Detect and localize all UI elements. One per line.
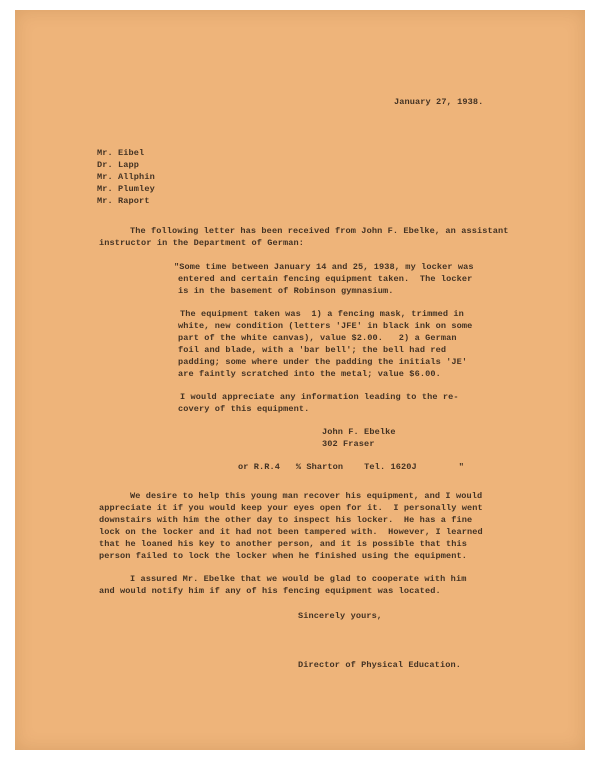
body-p1-line-5: that he loaned his key to another person, and it is possible that this (99, 539, 467, 549)
body-p1-line-2: appreciate it if you would keep your eyes open for it. I personally went (99, 503, 483, 513)
body-p1-line-6: person failed to lock the locker when he finished using the equipment. (99, 551, 467, 561)
intro-line-1: The following letter has been received from John F. Ebelke, an assistant (130, 226, 509, 236)
body-p1-line-1: We desire to help this young man recover his equipment, and I would (130, 491, 483, 501)
quote-p2-line-5: padding; some where under the padding the initials 'JE' (178, 357, 468, 367)
quote-p1-line-1: "Some time between January 14 and 25, 1938, my locker was (174, 262, 474, 272)
quote-p2-line-1: The equipment taken was 1) a fencing mask, trimmed in (180, 309, 464, 319)
body-p2-line-2: and would notify him if any of his fencing equipment was located. (99, 586, 441, 596)
recipient-3: Mr. Allphin (97, 172, 155, 182)
quote-signature-address: 302 Fraser (322, 439, 375, 449)
quote-p2-line-6: are faintly scratched into the metal; value $6.00. (178, 369, 441, 379)
quote-p3-line-2: covery of this equipment. (178, 404, 310, 414)
quote-p1-line-2: entered and certain fencing equipment taken. The locker (178, 274, 473, 284)
quote-signature-name: John F. Ebelke (322, 427, 396, 437)
signature-title: Director of Physical Education. (298, 660, 461, 670)
body-p1-line-3: downstairs with him the other day to inspect his locker. He has a fine (99, 515, 473, 525)
quote-p2-line-2: white, new condition (letters 'JFE' in black ink on some (178, 321, 473, 331)
closing: Sincerely yours, (298, 611, 383, 621)
quote-p2-line-4: foil and blade, with a 'bar bell'; the bell had red (178, 345, 447, 355)
quote-p1-line-3: is in the basement of Robinson gymnasium. (178, 286, 394, 296)
faint-stamp (463, 113, 505, 121)
quote-p2-line-3: part of the white canvas), value $2.00. 2) a German (178, 333, 457, 343)
recipient-2: Dr. Lapp (97, 160, 140, 170)
recipient-4: Mr. Plumley (97, 184, 155, 194)
quote-p3-line-1: I would appreciate any information leading to the re- (180, 392, 459, 402)
body-p1-line-4: lock on the locker and it had not been tampered with. However, I learned (99, 527, 483, 537)
quote-contact-line: or R.R.4 % Sharton Tel. 1620J " (238, 462, 465, 472)
intro-line-2: instructor in the Department of German: (99, 238, 305, 248)
recipient-1: Mr. Eibel (97, 148, 145, 158)
recipient-5: Mr. Raport (97, 196, 150, 206)
letter-page (15, 10, 585, 750)
body-p2-line-1: I assured Mr. Ebelke that we would be glad to cooperate with him (130, 574, 467, 584)
letter-date: January 27, 1938. (394, 97, 484, 107)
